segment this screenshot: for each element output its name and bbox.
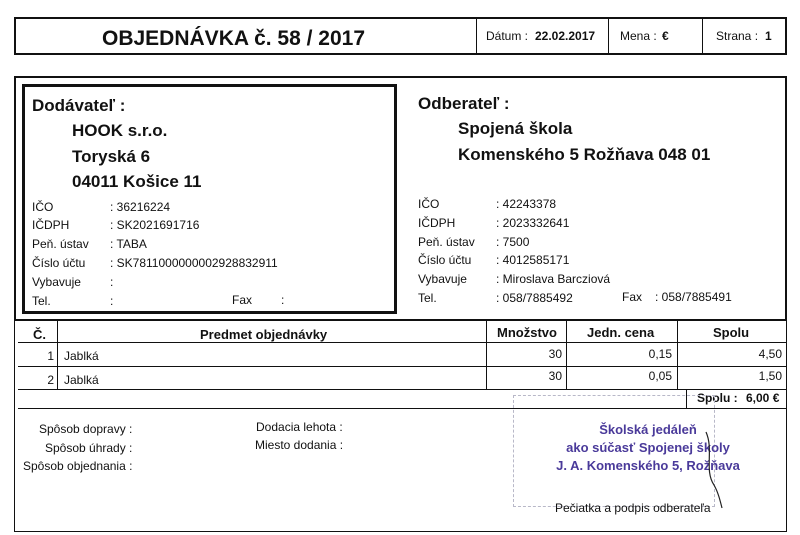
customer-tel-label: Tel. [418, 291, 437, 305]
col-divider [677, 321, 678, 389]
row-total: 1,50 [758, 369, 782, 383]
col-divider [57, 321, 58, 389]
customer-bank-value: : 7500 [496, 235, 530, 249]
supplier-fax-value: : [281, 293, 285, 307]
sum-value: 6,00 € [746, 391, 780, 405]
header-divider [702, 18, 703, 54]
payment-label: Spôsob úhrady : [45, 441, 133, 455]
th-total: Spolu [713, 325, 750, 340]
supplier-ico-label: IČO [32, 200, 54, 214]
header-divider [608, 18, 609, 54]
supplier-icdph-value: : SK2021691716 [110, 218, 200, 232]
sum-label: Spolu : [697, 391, 738, 405]
supplier-name: HOOK s.r.o. [72, 121, 168, 140]
th-qty: Množstvo [497, 325, 557, 340]
supplier-city: 04011 Košice 11 [72, 172, 202, 191]
supplier-icdph-label: IČDPH [32, 218, 70, 232]
customer-heading: Odberateľ : [418, 94, 510, 113]
row-item: Jablká [64, 373, 99, 387]
customer-icdph-label: IČDPH [418, 216, 456, 230]
customer-contact-value: : Miroslava Barcziová [496, 272, 611, 286]
delivery-place-label: Miesto dodania : [255, 438, 344, 452]
row-qty: 30 [548, 369, 562, 383]
supplier-tel-value: : [110, 294, 114, 308]
row-unit-price: 0,05 [648, 369, 672, 383]
col-divider [486, 321, 487, 389]
page-label: Strana : [716, 29, 759, 43]
supplier-ico-value: : 36216224 [110, 200, 171, 214]
table-row-line [18, 389, 786, 390]
customer-ico-label: IČO [418, 197, 440, 211]
supplier-street: Toryská 6 [72, 147, 151, 166]
customer-account-label: Číslo účtu [418, 253, 472, 267]
delivery-term-label: Dodacia lehota : [256, 420, 343, 434]
supplier-heading: Dodávateľ : [32, 96, 126, 115]
table-header-line [18, 342, 786, 343]
date-value: 22.02.2017 [535, 29, 596, 43]
customer-icdph-value: : 2023332641 [496, 216, 570, 230]
customer-account-value: : 4012585171 [496, 253, 570, 267]
stamp-line: Školská jedáleň [599, 422, 697, 437]
row-item: Jablká [64, 349, 99, 363]
row-total: 4,50 [758, 347, 782, 361]
document-title: OBJEDNÁVKA č. 58 / 2017 [102, 27, 366, 50]
page-value: 1 [765, 29, 772, 43]
supplier-fax-label: Fax [232, 293, 253, 307]
customer-tel-value: : 058/7885492 [496, 291, 573, 305]
table-row-line [18, 366, 786, 367]
supplier-account-label: Číslo účtu [32, 256, 86, 270]
customer-contact-label: Vybavuje [418, 272, 467, 286]
stamp-line: J. A. Komenského 5, Rožňava [556, 458, 740, 473]
th-item: Predmet objednávky [200, 327, 328, 342]
row-no: 1 [47, 349, 54, 363]
supplier-contact-value: : [110, 275, 114, 289]
signature-mark [700, 430, 730, 510]
supplier-bank-value: : TABA [110, 237, 147, 251]
th-no: Č. [33, 327, 46, 342]
currency-value: € [662, 29, 669, 43]
supplier-bank-label: Peň. ústav [32, 237, 89, 251]
customer-fax-label: Fax [622, 290, 643, 304]
col-divider [566, 321, 567, 389]
row-unit-price: 0,15 [648, 347, 672, 361]
customer-fax-value: : 058/7885491 [655, 290, 732, 304]
customer-address: Komenského 5 Rožňava 048 01 [458, 145, 711, 164]
supplier-account-value: : SK7811000000002928832911 [110, 256, 278, 270]
stamp-line: ako súčasť Spojenej školy [566, 440, 730, 455]
currency-label: Mena : [620, 29, 657, 43]
supplier-tel-label: Tel. [32, 294, 51, 308]
transport-label: Spôsob dopravy : [39, 422, 133, 436]
customer-name: Spojená škola [458, 119, 573, 138]
supplier-contact-label: Vybavuje [32, 275, 81, 289]
date-label: Dátum : [486, 29, 529, 43]
row-no: 2 [47, 373, 54, 387]
th-unit-price: Jedn. cena [587, 325, 655, 340]
signature-label: Pečiatka a podpis odberateľa [555, 501, 711, 515]
customer-ico-value: : 42243378 [496, 197, 557, 211]
customer-bank-label: Peň. ústav [418, 235, 475, 249]
row-qty: 30 [548, 347, 562, 361]
header-divider [476, 18, 477, 54]
order-method-label: Spôsob objednania : [23, 459, 133, 473]
